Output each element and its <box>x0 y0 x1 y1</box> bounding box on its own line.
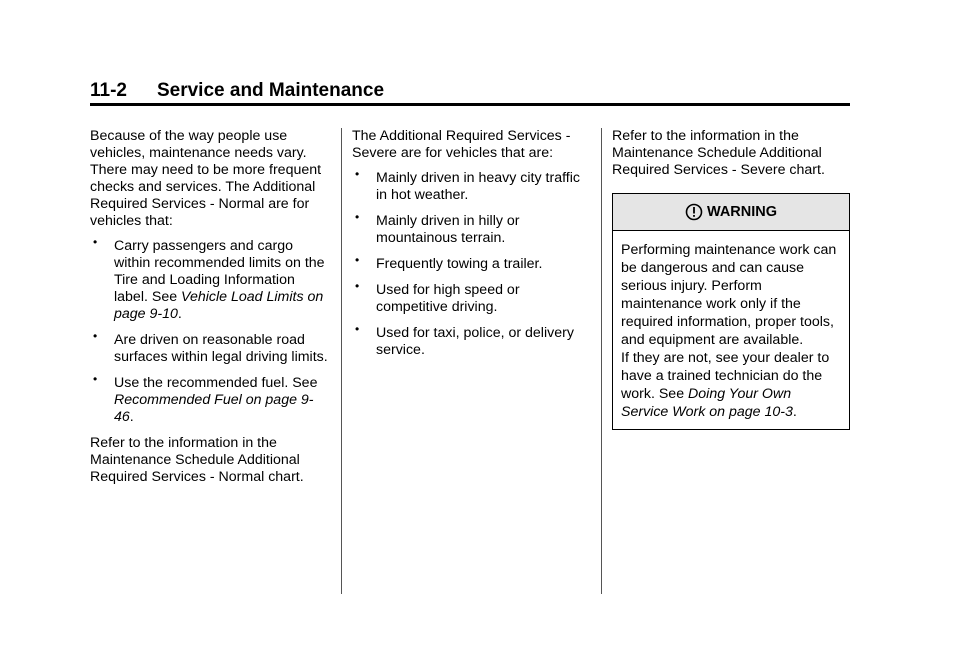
warning-box <box>612 193 850 430</box>
col1-intro: Because of the way people use vehicles, maintenance needs vary. There may need to be more frequent checks and services. The Additional Required Services - Normal are for vehicles that: <box>90 128 322 229</box>
col2-list <box>352 167 590 359</box>
list-item <box>90 235 328 323</box>
bullet-icon: • <box>93 329 98 343</box>
warning-header <box>613 194 849 231</box>
column-2 <box>352 128 590 368</box>
cross-reference-link[interactable]: Vehicle Load Limits on page 9-10 <box>114 289 324 322</box>
bullet-icon: • <box>355 210 360 224</box>
column-1 <box>90 128 328 494</box>
bullet-icon: • <box>93 372 98 386</box>
punctuation: . <box>129 409 134 425</box>
list-item <box>90 372 328 426</box>
list-item-text: Carry passengers and cargo within recommended limits on the Tire and Loading Information label. See <box>114 238 325 305</box>
page-number: 11-2 <box>90 80 127 101</box>
bullet-icon: • <box>93 235 98 249</box>
list-item-text: Are driven on reasonable road surfaces within legal driving limits. <box>114 332 328 365</box>
page-header <box>90 80 850 102</box>
section-title: Service and Maintenance <box>156 80 385 101</box>
list-item <box>352 167 590 204</box>
col3-intro: Refer to the information in the Maintenance Schedule Additional Required Services - Severe chart. <box>612 128 825 178</box>
warning-body <box>613 231 849 429</box>
column-divider-2 <box>601 128 602 594</box>
warning-label: WARNING <box>706 203 778 220</box>
list-item-text: Use the recommended fuel. See <box>114 375 318 391</box>
col1-list <box>90 235 328 426</box>
col1-outro: Refer to the information in the Maintenance Schedule Additional Required Services - Normal chart. <box>90 435 304 485</box>
col2-intro: The Additional Required Services - Severe are for vehicles that are: <box>352 128 571 161</box>
warning-icon <box>685 203 703 221</box>
list-item <box>352 210 590 247</box>
list-item-text: Mainly driven in hilly or mountainous terrain. <box>376 213 520 246</box>
bullet-icon: • <box>355 322 360 336</box>
header-rule <box>90 103 850 106</box>
list-item-text: Used for high speed or competitive driving. <box>376 282 520 315</box>
list-item <box>352 322 590 359</box>
bullet-icon: • <box>355 167 360 181</box>
list-item <box>352 253 590 273</box>
list-item <box>352 279 590 316</box>
cross-reference-link[interactable]: Doing Your Own Service Work on page 10-3 <box>621 386 793 420</box>
list-item <box>90 329 328 366</box>
column-divider-1 <box>341 128 342 594</box>
bullet-icon: • <box>355 253 360 267</box>
list-item-text: Used for taxi, police, or delivery service. <box>376 325 574 358</box>
warning-para-2-text: If they are not, see your dealer to have a trained technician do the work. See <box>621 350 830 402</box>
warning-para-1: Performing maintenance work can be dangerous and can cause serious injury. Perform maintenance work only if the required information, proper tools, and equipment are available. <box>621 242 837 348</box>
warning-para-2 <box>621 349 841 421</box>
cross-reference-link[interactable]: Recommended Fuel on page 9-46 <box>114 392 314 425</box>
list-item-text: Mainly driven in heavy city traffic in hot weather. <box>376 170 580 203</box>
punctuation: . <box>792 404 797 420</box>
list-item-text: Frequently towing a trailer. <box>376 256 543 272</box>
bullet-icon: • <box>355 279 360 293</box>
punctuation: . <box>177 306 182 322</box>
column-3 <box>612 128 850 430</box>
